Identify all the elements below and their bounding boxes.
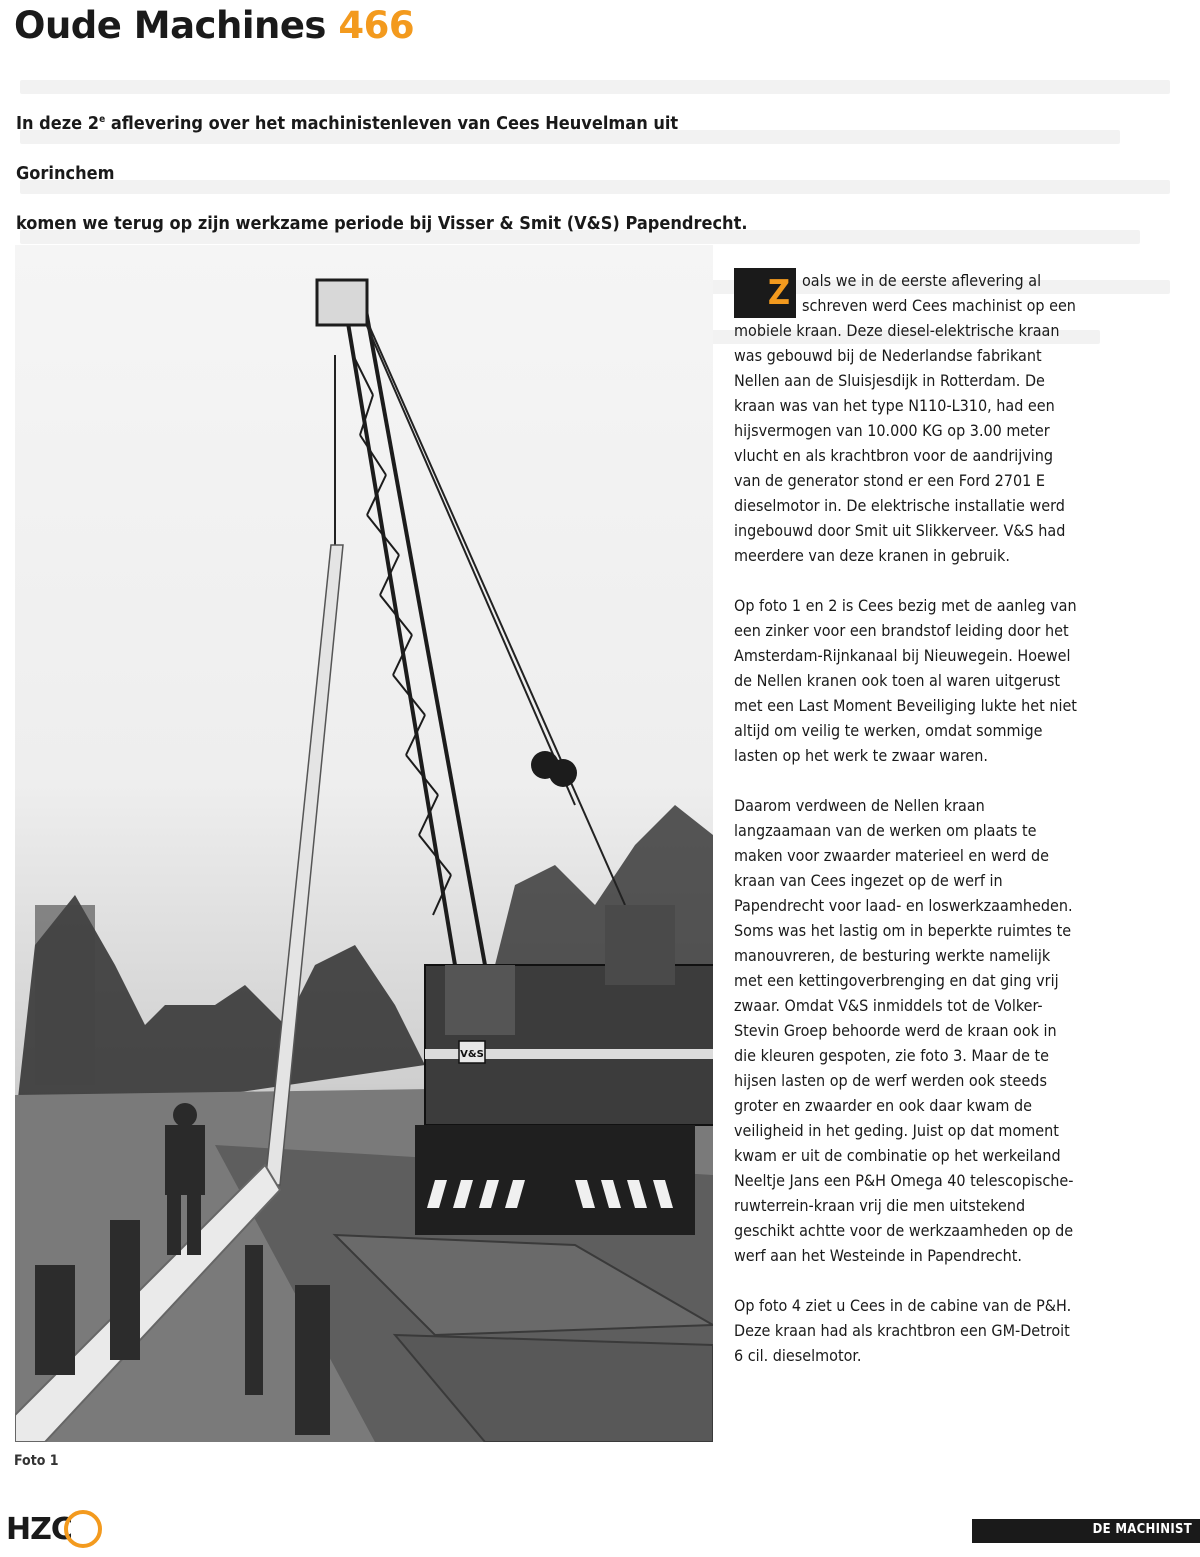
- photo-caption: Foto 1: [14, 1453, 59, 1469]
- issue-number: 466: [338, 4, 415, 47]
- paragraph-text: oals we in de eerste aflevering al schreven werd Cees machinist op een mobiele kraan. Deze diesel-elektrische kraan was gebouwd bij de Nederlandse fabrikant Nellen aan de Sluisjesdijk in Rotterdam. De kraan was van het type N110-L310, had een hijsvermogen van 10.000 KG op 3.00 meter vlucht en als krachtbron voor de aandrijving van de generator stond er een Ford 2701 E dieselmotor in. De elektrische installatie werd ingebouwd door Smit uit Slikkerveer. V&S had meerdere van deze kranen in gebruik.: [734, 271, 1076, 565]
- crane-boom: [345, 305, 485, 965]
- article-paragraph: [734, 268, 1080, 568]
- crane-photo: [15, 245, 713, 1442]
- crane-illustration: [15, 245, 713, 1442]
- hzc-logo-text: HZC: [6, 1511, 72, 1547]
- crane-badge: V&S: [460, 1049, 484, 1060]
- hanging-pipe: [265, 545, 343, 1185]
- article-paragraph: Op foto 1 en 2 is Cees bezig met de aanleg van een zinker voor een brandstof leiding door het Amsterdam-Rijnkanaal bij Nieuwegein. Hoewel de Nellen kranen ook toen al waren uitgerust met een Last Moment Beveiliging lukte het niet altijd om veilig te werken, omdat sommige lasten op het werk te zwaar waren.: [734, 596, 1077, 765]
- title-text: Oude Machines: [14, 4, 326, 47]
- crane-cables: [335, 305, 625, 905]
- drop-cap-letter: Z: [767, 273, 790, 313]
- boom-head: [317, 280, 367, 325]
- article-paragraph: Daarom verdween de Nellen kraan langzaamaan van de werken om plaats te maken voor zwaarder materieel en werd de kraan van Cees ingezet op de werf in Papendrecht voor laad- en loswerkzaamheden. Soms was het lastig om in beperkte ruimtes te manouvreren, de besturing werkte namelijk met een kettingoverbrenging en dat ging vrij zwaar. Omdat V&S inmiddels tot de Volker-Stevin Groep behoorde werd de kraan ook in die kleuren gespoten, zie foto 3. Maar de te hijsen lasten op de werf werden ook steeds groter en zwaarder en ook daar kwam de veiligheid in het geding. Juist op dat moment kwam er uit de combinatie op het werkeiland Neeltje Jans een P&H Omega 40 telescopische-ruwterrein-kraan vrij die men uitstekend geschikt achtte voor de werkzaamheden op de werf aan het Westeinde in Papendrecht.: [734, 796, 1074, 1265]
- section-label: DE MACHINIST: [1092, 1522, 1192, 1537]
- intro-line1-pre: In deze 2: [16, 113, 100, 134]
- page-title: [14, 4, 414, 47]
- gear-icon: [64, 1510, 102, 1548]
- hzc-logo: [6, 1506, 102, 1552]
- intro-superscript: e: [99, 114, 106, 125]
- article-paragraph: Op foto 4 ziet u Cees in de cabine van de P&H. Deze kraan had als krachtbron een GM-Detroit 6 cil. dieselmotor.: [734, 1296, 1072, 1365]
- intro-text: [16, 95, 776, 249]
- intro-line2: komen we terug op zijn werkzame periode bij Visser & Smit (V&S) Papendrecht.: [16, 213, 748, 234]
- intro-line1-post: aflevering over het machinistenleven van Cees Heuvelman uit Gorinchem: [16, 113, 679, 184]
- section-bar: [972, 1519, 1200, 1543]
- article-body: [734, 268, 1080, 1393]
- drop-cap: [734, 268, 796, 318]
